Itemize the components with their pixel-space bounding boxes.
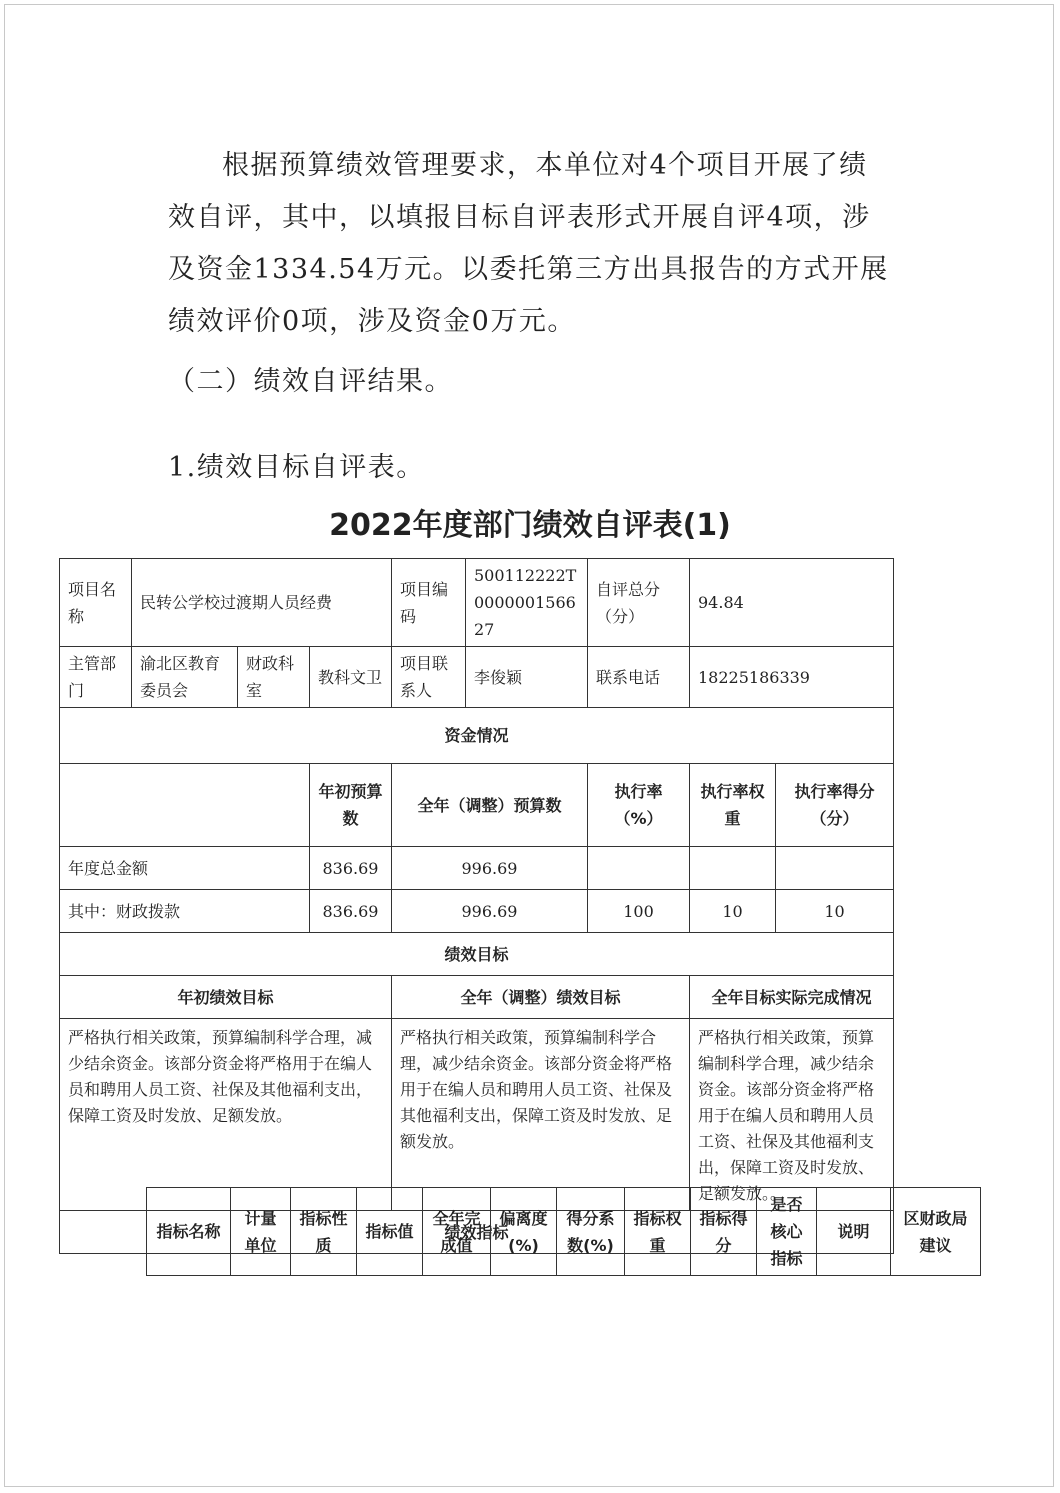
funds-rate: 100 xyxy=(588,890,690,933)
indicators-section-title: 绩效指标 xyxy=(60,1211,894,1254)
indicator-header-cell: 得分系数(%) xyxy=(557,1188,625,1276)
intro-paragraph: 根据预算绩效管理要求，本单位对4个项目开展了绩效自评，其中，以填报目标自评表形式开展自评4项，涉及资金1334.54万元。以委托第三方出具报告的方式开展绩效评价0项，涉及资金0万元。 xyxy=(168,150,889,337)
funds-initial: 836.69 xyxy=(310,890,392,933)
funds-header-weight: 执行率权重 xyxy=(690,764,776,847)
funds-row-fiscal xyxy=(60,890,894,933)
project-code-label: 项目编码 xyxy=(392,559,466,647)
indicators-header-row xyxy=(147,1188,981,1276)
score-label: 自评总分（分） xyxy=(588,559,690,647)
goals-header-adjusted: 全年（调整）绩效目标 xyxy=(392,976,690,1019)
dept-value: 渝北区教育委员会 xyxy=(132,647,238,708)
project-name-label: 项目名称 xyxy=(60,559,132,647)
funds-score xyxy=(776,847,894,890)
item-heading: 1.绩效目标自评表。 xyxy=(168,452,425,483)
indicator-header-cell: 说明 xyxy=(817,1188,891,1276)
indicator-header-cell: 指标性质 xyxy=(291,1188,357,1276)
indicator-header-cell: 区财政局建议 xyxy=(891,1188,981,1276)
indicator-header-cell: 指标值 xyxy=(357,1188,423,1276)
indicator-header-cell: 是否核心指标 xyxy=(757,1188,817,1276)
phone-value: 18225186339 xyxy=(690,647,894,708)
office-label: 财政科室 xyxy=(238,647,310,708)
goals-header-actual: 全年目标实际完成情况 xyxy=(690,976,894,1019)
contact-label: 项目联系人 xyxy=(392,647,466,708)
goals-section-title: 绩效目标 xyxy=(60,933,894,976)
funds-row-label: 其中：财政拨款 xyxy=(60,890,310,933)
goals-content-row xyxy=(60,1019,894,1211)
indicator-header-cell: 指标得分 xyxy=(691,1188,757,1276)
goals-header-initial: 年初绩效目标 xyxy=(60,976,392,1019)
funds-rate xyxy=(588,847,690,890)
dept-label: 主管部门 xyxy=(60,647,132,708)
phone-label: 联系电话 xyxy=(588,647,690,708)
funds-score: 10 xyxy=(776,890,894,933)
info-row-project xyxy=(60,559,894,647)
funds-header-adjusted: 全年（调整）预算数 xyxy=(392,764,588,847)
indicators-header-table xyxy=(146,1187,981,1276)
indicator-header-cell: 指标权重 xyxy=(625,1188,691,1276)
funds-initial: 836.69 xyxy=(310,847,392,890)
funds-header-blank xyxy=(60,764,310,847)
funds-weight xyxy=(690,847,776,890)
funds-adjusted: 996.69 xyxy=(392,890,588,933)
goal-initial-text: 严格执行相关政策，预算编制科学合理，减少结余资金。该部分资金将严格用于在编人员和聘用人员工资、社保及其他福利支出，保障工资及时发放、足额发放。 xyxy=(60,1019,392,1211)
goal-actual-text: 严格执行相关政策，预算编制科学合理，减少结余资金。该部分资金将严格用于在编人员和聘用人员工资、社保及其他福利支出，保障工资及时发放、足额发放。。 xyxy=(690,1019,894,1211)
goal-adjusted-text: 严格执行相关政策，预算编制科学合理，减少结余资金。该部分资金将严格用于在编人员和聘用人员工资、社保及其他福利支出，保障工资及时发放、足额发放。 xyxy=(392,1019,690,1211)
funds-header-row xyxy=(60,764,894,847)
funds-section-title: 资金情况 xyxy=(60,708,894,764)
goals-header-row xyxy=(60,976,894,1019)
funds-header-rate: 执行率（%） xyxy=(588,764,690,847)
funds-header-initial: 年初预算数 xyxy=(310,764,392,847)
project-code: 500112222T000000156627 xyxy=(466,559,588,647)
info-row-dept xyxy=(60,647,894,708)
office-value: 教科文卫 xyxy=(310,647,392,708)
funds-weight: 10 xyxy=(690,890,776,933)
total-score: 94.84 xyxy=(690,559,894,647)
funds-adjusted: 996.69 xyxy=(392,847,588,890)
indicator-header-cell: 指标名称 xyxy=(147,1188,231,1276)
evaluation-table xyxy=(59,558,894,1254)
contact-value: 李俊颖 xyxy=(466,647,588,708)
funds-row-label: 年度总金额 xyxy=(60,847,310,890)
project-name: 民转公学校过渡期人员经费 xyxy=(132,559,392,647)
funds-header-score: 执行率得分（分） xyxy=(776,764,894,847)
indicator-header-cell: 全年完成值 xyxy=(423,1188,491,1276)
indicator-header-cell: 偏离度(%) xyxy=(491,1188,557,1276)
table-title: 2022年度部门绩效自评表(1) xyxy=(329,508,731,543)
indicator-header-cell: 计量单位 xyxy=(231,1188,291,1276)
funds-row-total xyxy=(60,847,894,890)
section-heading: （二）绩效自评结果。 xyxy=(168,366,453,397)
goals-section-row xyxy=(60,933,894,976)
funds-section-row xyxy=(60,708,894,764)
